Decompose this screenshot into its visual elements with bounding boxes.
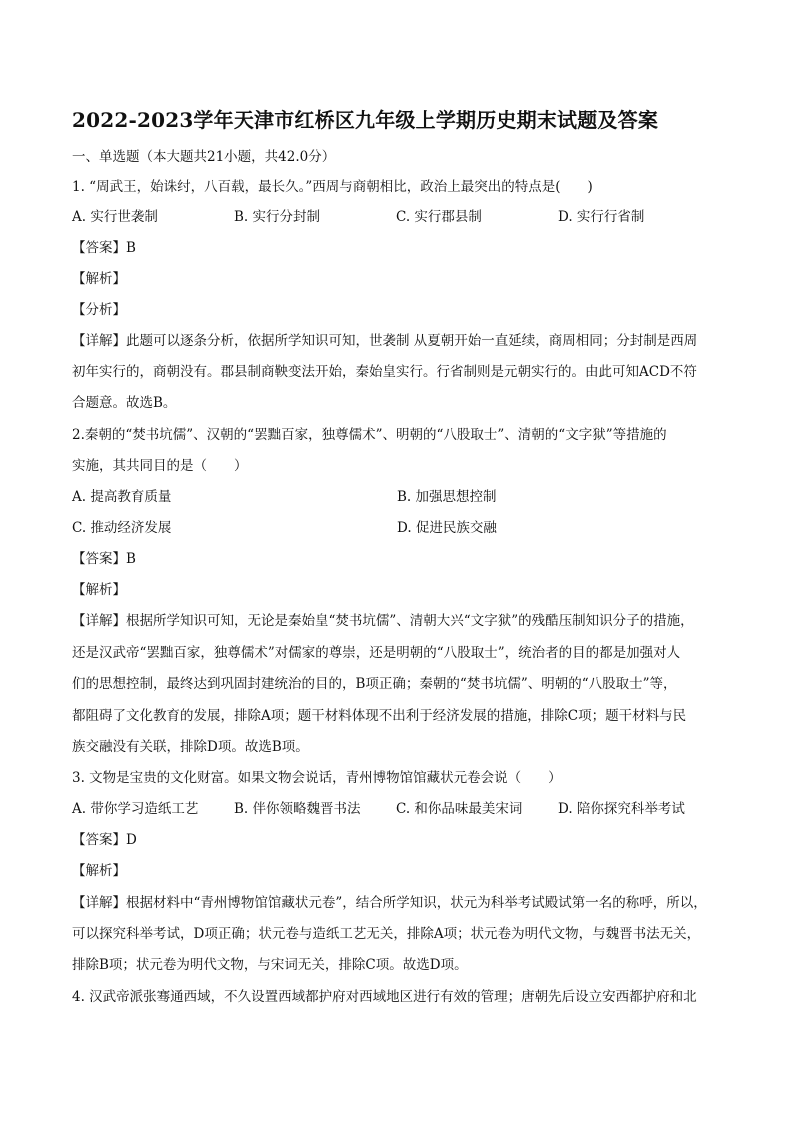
question-3-option-d: D. 陪你探究科举考试 xyxy=(558,801,685,817)
question-3-stem: 3. 文物是宝贵的文化财富。如果文物会说话，青州博物馆馆藏状元卷会说（ ） xyxy=(72,770,562,786)
question-2-detail-line-1: 【详解】根据所学知识可知，无论是秦始皇“焚书坑儒”、清朝大兴“文字狱”的残酷压制知识分子的措施， xyxy=(72,613,694,629)
question-3-detail-line-2: 可以探究科举考试，D项正确；状元卷与造纸工艺无关，排除A项；状元卷为明代文物，与魏晋书法无关， xyxy=(72,926,701,942)
question-1-fenxi-label: 【分析】 xyxy=(72,302,126,318)
question-3-option-a: A. 带你学习造纸工艺 xyxy=(72,801,199,817)
question-3-detail-line-3: 排除B项；状元卷为明代文物，与宋词无关，排除C项。故选D项。 xyxy=(72,957,468,973)
question-1-stem: 1. “周武王，始诛纣，八百载，最长久。”西周与商朝相比，政治上最突出的特点是( ) xyxy=(72,179,593,195)
question-2-analysis-label: 【解析】 xyxy=(72,582,126,598)
question-2-option-d: D. 促进民族交融 xyxy=(397,520,497,536)
question-2-detail-line-4: 都阻碍了文化教育的发展，排除A项；题干材料体现不出利于经济发展的措施，排除C项；题干材料与民 xyxy=(72,708,687,724)
question-2-stem-line-2: 实施，其共同目的是（ ） xyxy=(72,458,248,474)
question-3-answer: 【答案】D xyxy=(72,832,137,848)
question-3-analysis-label: 【解析】 xyxy=(72,863,126,879)
document-title: 2022-2023学年天津市红桥区九年级上学期历史期末试题及答案 xyxy=(72,108,659,132)
question-2-answer: 【答案】B xyxy=(72,551,136,567)
question-2-option-c: C. 推动经济发展 xyxy=(72,520,172,536)
question-2-option-a: A. 提高教育质量 xyxy=(72,489,172,505)
question-1-option-d: D. 实行行省制 xyxy=(558,209,645,225)
question-2-detail-line-2: 还是汉武帝“罢黜百家，独尊儒术”对儒家的尊崇，还是明朝的“八股取士”，统治者的目的都是加强对人 xyxy=(72,645,681,661)
section-heading: 一、单选题（本大题共21小题，共42.0分） xyxy=(72,149,336,165)
question-1-detail-line-2: 初年实行的，商朝没有。郡县制商鞅变法开始，秦始皇实行。行省制则是元朝实行的。由此可知ACD不符 xyxy=(72,364,697,380)
question-2-stem-line-1: 2.秦朝的“焚书坑儒”、汉朝的“罢黜百家，独尊儒术”、明朝的“八股取士”、清朝的“文字狱”等措施的 xyxy=(72,427,667,443)
question-3-detail-line-1: 【详解】根据材料中“青州博物馆馆藏状元卷”，结合所学知识，状元为科举考试殿试第一名的称呼，所以， xyxy=(72,895,707,911)
question-1-answer: 【答案】B xyxy=(72,240,136,256)
question-2-option-b: B. 加强思想控制 xyxy=(397,489,497,505)
question-3-option-b: B. 伴你领略魏晋书法 xyxy=(234,801,361,817)
question-2-detail-line-5: 族交融没有关联，排除D项。故选B项。 xyxy=(72,739,309,755)
question-1-analysis-label: 【解析】 xyxy=(72,271,126,287)
question-1-option-b: B. 实行分封制 xyxy=(234,209,321,225)
question-3-option-c: C. 和你品味最美宋词 xyxy=(396,801,523,817)
question-1-detail-line-1: 【详解】此题可以逐条分析，依据所学知识可知，世袭制 从夏朝开始一直延续，商周相同；分封制是西周 xyxy=(72,333,698,349)
question-4-stem-line-1: 4. 汉武帝派张骞通西域，不久设置西域都护府对西域地区进行有效的管理；唐朝先后设立安西都护府和北 xyxy=(72,989,697,1005)
question-1-option-c: C. 实行郡县制 xyxy=(396,209,482,225)
question-1-option-a: A. 实行世袭制 xyxy=(72,209,158,225)
question-1-detail-line-3: 合题意。故选B。 xyxy=(72,395,177,411)
question-2-detail-line-3: 们的思想控制，最终达到巩固封建统治的目的，B项正确；秦朝的“焚书坑儒”、明朝的“八股取士”等， xyxy=(72,676,677,692)
